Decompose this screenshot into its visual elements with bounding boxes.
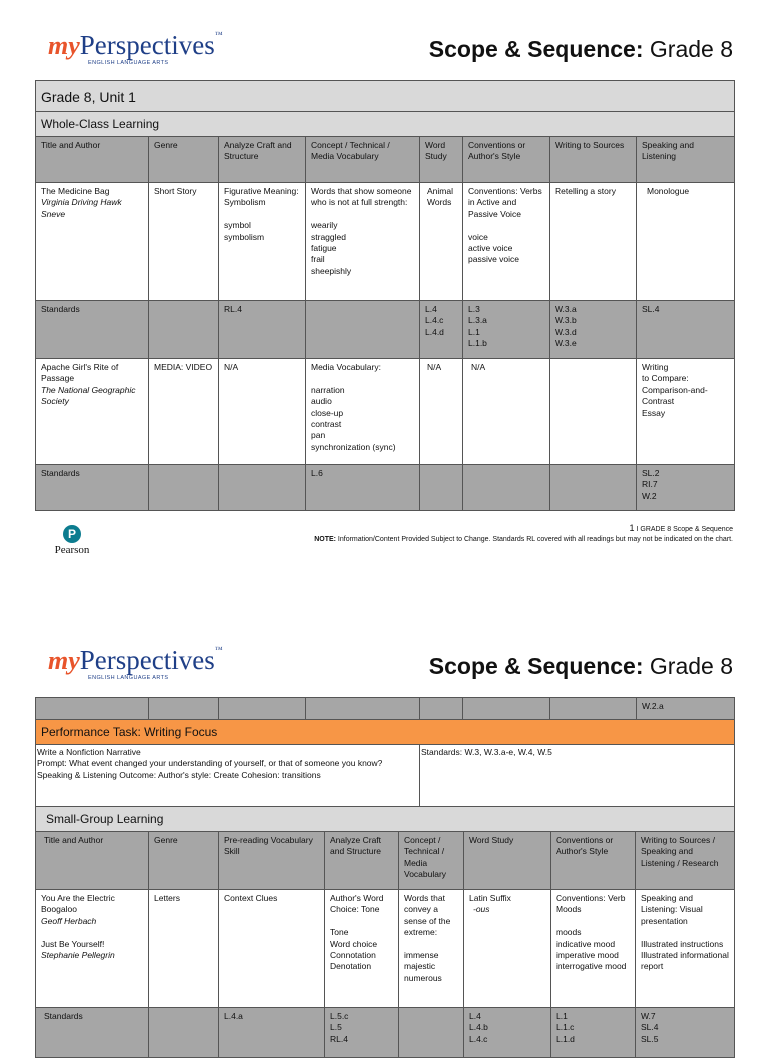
unit-table [35, 80, 735, 511]
selection-title: Just Be Yourself! [41, 938, 105, 949]
standards-cell [463, 465, 550, 511]
note-label: NOTE: [314, 536, 336, 543]
conventions-cell: N/A [463, 359, 550, 465]
task-description [36, 745, 420, 807]
standard-code: L.5 [330, 1022, 342, 1033]
title-grade: Grade 8 [649, 653, 733, 679]
standard-code: L.4 [425, 304, 437, 314]
standard-code: L.1.d [556, 1033, 575, 1044]
standards-cell [149, 465, 219, 511]
selection-author: Stephanie Pellegrin [41, 950, 115, 961]
word-study-line: Latin Suffix [469, 893, 511, 903]
vocab-line: narration [311, 384, 345, 395]
vocab-line: close-up [311, 407, 344, 418]
writing-line: Illustrated instructions [641, 938, 724, 949]
header-cell: Analyze Craft and Structure [219, 137, 306, 183]
standard-code: L.4 [469, 1011, 481, 1021]
standard-code: W.3.a [555, 304, 577, 314]
standard-code: W.3.d [555, 326, 577, 337]
header-cell: Analyze Craft and Structure [325, 832, 399, 890]
vocab-cell [306, 183, 420, 301]
standard-code: L.4.b [469, 1022, 488, 1033]
standards-row [36, 301, 735, 359]
standards-cell [420, 301, 463, 359]
vocab-line: synchronization (sync) [311, 441, 396, 452]
standards-cell: RL.4 [219, 301, 306, 359]
task-standards: Standards: W.3, W.3.a-e, W.4, W.5 [420, 745, 735, 807]
writing-cell [550, 359, 637, 465]
page-info [314, 523, 733, 545]
unit-title: Grade 8, Unit 1 [36, 81, 735, 112]
craft-line: Author's Word Choice: Tone [330, 893, 384, 915]
selection-author: The National Geographic Society [41, 384, 136, 407]
header-cell: Genre [149, 137, 219, 183]
standard-code: L.3 [468, 304, 480, 314]
title-bold: Scope & Sequence: [428, 653, 644, 679]
vocab-line: sheepishly [311, 265, 352, 276]
performance-task-row [36, 720, 735, 745]
page-title [429, 653, 733, 680]
craft-line: Symbolism [224, 197, 266, 208]
table-row [36, 890, 735, 1008]
header-cell: Writing to Sources [550, 137, 637, 183]
writing-line: Speaking and Listening: Visual presentation [641, 893, 703, 926]
vocab-line: Words that convey a sense of the extreme: [404, 893, 451, 938]
task-line: Write a Nonfiction Narrative [37, 747, 141, 757]
note-text: Information/Content Provided Subject to Change. Standards RL covered with all readings but may not be indicated on the chart. [335, 536, 733, 543]
craft-line: Connotation [330, 950, 376, 961]
selection-title: The Medicine Bag [41, 186, 110, 196]
selection-author: Virginia Driving Hawk Sneve [41, 197, 122, 219]
craft-cell [219, 183, 306, 301]
standards-cell [463, 301, 550, 359]
standards-cell [399, 1008, 464, 1058]
page-header-1 [0, 0, 768, 80]
header-cell: Writing to Sources / Speaking and Listening / Research [636, 832, 735, 890]
vocab-line: majestic [404, 961, 436, 972]
standard-code: L.1.c [556, 1022, 575, 1033]
vocab-line: pan [311, 430, 326, 441]
title-grade: Grade 8 [649, 36, 733, 62]
conventions-line: active voice [468, 243, 513, 254]
standard-code: SL.4 [641, 1022, 659, 1033]
craft-line: symbol [224, 220, 251, 231]
header-cell: Title and Author [36, 137, 149, 183]
standard-code: W.7 [641, 1011, 656, 1021]
vocab-cell [306, 359, 420, 465]
header-cell: Conventions or Author's Style [551, 832, 636, 890]
genre-cell: MEDIA: VIDEO [149, 359, 219, 465]
speaking-line: Essay [642, 407, 666, 418]
task-description-row [36, 745, 735, 807]
selection-author: Geoff Herbach [41, 915, 97, 926]
header-cell: Speaking and Listening [637, 137, 735, 183]
header-cell: Genre [149, 832, 219, 890]
page-header-2 [0, 623, 768, 703]
vocab-line [311, 209, 414, 220]
page-number: 1 [629, 523, 635, 533]
conventions-line: Conventions: Verbs in Active and Passive Voice [468, 186, 542, 219]
word-study-cell [464, 890, 551, 1008]
myperspectives-logo [48, 30, 223, 66]
standards-cell [637, 465, 735, 511]
unit-title-row [36, 81, 735, 112]
logo-perspectives: Perspectives [79, 30, 215, 60]
table-row [36, 359, 735, 465]
standard-code: L.5.c [330, 1011, 349, 1021]
page-title [429, 36, 733, 63]
conventions-line: interrogative mood [556, 961, 627, 972]
standard-code: L.1 [556, 1011, 568, 1021]
page-footer-1 [0, 511, 768, 571]
word-study-cell: N/A [420, 359, 463, 465]
title-author-cell [36, 183, 149, 301]
standards-row [36, 465, 735, 511]
vocab-line [311, 373, 414, 384]
standard-code: RI.7 [642, 479, 658, 490]
speaking-line: to Compare: [642, 373, 689, 384]
page-gap [0, 571, 768, 623]
standards-cell [636, 1008, 735, 1058]
standards-cell [464, 1008, 551, 1058]
header-cell: Pre-reading Vocabulary Skill [219, 832, 325, 890]
vocab-line: Media Vocabulary: [311, 362, 381, 372]
header-cell: Concept / Technical / Media Vocabulary [306, 137, 420, 183]
logo-my: my [48, 646, 80, 675]
table-row [36, 183, 735, 301]
speaking-line: Comparison-and- [642, 384, 708, 395]
craft-line: Figurative Meaning: [224, 186, 299, 196]
standards-label: Standards [36, 1008, 149, 1058]
conventions-line: passive voice [468, 254, 520, 265]
standards-label: Standards [36, 301, 149, 359]
vocab-line: numerous [404, 972, 442, 983]
pearson-logo [48, 525, 96, 556]
standards-cell [149, 1008, 219, 1058]
conventions-line: Conventions: Verb Moods [556, 893, 626, 915]
speaking-line: Writing [642, 362, 669, 372]
performance-task-title: Performance Task: Writing Focus [36, 720, 735, 745]
genre-cell: Short Story [149, 183, 219, 301]
vocab-line: fatigue [311, 243, 337, 254]
standard-code: L.4.c [425, 315, 444, 326]
small-group-table [35, 806, 735, 1058]
conventions-line [468, 220, 544, 231]
conventions-line: voice [468, 231, 488, 242]
standards-cell: L.6 [306, 465, 420, 511]
standards-cell: W.2.a [637, 698, 735, 720]
standards-label: Standards [36, 465, 149, 511]
header-row [36, 137, 735, 183]
vocab-line: frail [311, 254, 325, 265]
craft-line [224, 209, 300, 220]
writing-line: Illustrated informational report [641, 950, 729, 972]
standard-code: L.1.b [468, 338, 487, 349]
vocab-line: audio [311, 396, 332, 407]
header-cell: Word Study [420, 137, 463, 183]
logo-tm: ™ [214, 645, 223, 654]
standards-row [36, 1008, 735, 1058]
title-author-cell [36, 890, 149, 1008]
writing-cell [636, 890, 735, 1008]
craft-cell [325, 890, 399, 1008]
pearson-p-icon: P [63, 525, 81, 543]
myperspectives-logo [48, 645, 223, 681]
standard-code: W.3.e [555, 338, 577, 349]
standards-cell [550, 465, 637, 511]
speaking-line: Contrast [642, 396, 675, 407]
selection-title: You Are the Electric Boogaloo [41, 893, 115, 915]
header-cell: Title and Author [36, 832, 149, 890]
task-line: Prompt: What event changed your understanding of yourself, or that of someone you know? [37, 758, 383, 769]
standards-cell: L.4.a [219, 1008, 325, 1058]
writing-cell: Retelling a story [550, 183, 637, 301]
craft-cell: N/A [219, 359, 306, 465]
standards-cell [306, 301, 420, 359]
logo-subtitle: ENGLISH LANGUAGE ARTS [88, 60, 169, 66]
standard-code: L.4.c [469, 1033, 488, 1044]
logo-tm: ™ [214, 30, 223, 39]
conventions-cell [551, 890, 636, 1008]
standards-cell [550, 301, 637, 359]
standard-code: L.1 [468, 326, 480, 337]
vocab-line: contrast [311, 419, 342, 430]
selection-title: Apache Girl's Rite of Passage [41, 362, 119, 384]
craft-line: symbolism [224, 231, 265, 242]
page-label: I GRADE 8 Scope & Sequence [636, 526, 733, 533]
craft-line: Denotation [330, 961, 372, 972]
standard-code: SL.5 [641, 1033, 659, 1044]
standards-cell [219, 465, 306, 511]
conventions-line [556, 916, 630, 927]
header-cell: Concept / Technical / Media Vocabulary [399, 832, 464, 890]
vocab-line: immense [404, 950, 439, 961]
vocab-line [404, 939, 458, 950]
section-title-row [36, 807, 735, 832]
craft-line: Word choice [330, 938, 378, 949]
word-study-cell: Animal Words [420, 183, 463, 301]
word-study-line: -ous [473, 904, 490, 915]
vocab-cell [399, 890, 464, 1008]
pearson-wordmark: Pearson [54, 544, 90, 556]
standard-code: L.4.d [425, 326, 444, 337]
conventions-line: imperative mood [556, 950, 619, 961]
writing-line [641, 927, 729, 938]
standard-code: SL.2 [642, 468, 660, 478]
conventions-line: indicative mood [556, 938, 616, 949]
section-title: Small-Group Learning [36, 807, 735, 832]
standard-code: W.3.b [555, 315, 577, 326]
section-title-row [36, 112, 735, 137]
standards-cell [325, 1008, 399, 1058]
speaking-cell: Monologue [637, 183, 735, 301]
standard-code: L.3.a [468, 315, 487, 326]
craft-line [330, 916, 393, 927]
header-cell: Word Study [464, 832, 551, 890]
genre-cell: Letters [149, 890, 219, 1008]
logo-perspectives: Perspectives [79, 645, 215, 675]
continued-table [35, 697, 735, 807]
craft-line: Tone [330, 927, 349, 938]
standards-cell [420, 465, 463, 511]
logo-subtitle: ENGLISH LANGUAGE ARTS [88, 675, 169, 681]
title-author-cell [36, 359, 149, 465]
standards-cell: SL.4 [637, 301, 735, 359]
prereading-cell: Context Clues [219, 890, 325, 1008]
header-row [36, 832, 735, 890]
title-bold: Scope & Sequence: [428, 36, 644, 62]
speaking-cell [637, 359, 735, 465]
conventions-cell [463, 183, 550, 301]
section-title: Whole-Class Learning [36, 112, 735, 137]
standards-cell [551, 1008, 636, 1058]
standard-code: RL.4 [330, 1033, 348, 1044]
task-line: Speaking & Listening Outcome: Author's style: Create Cohesion: transitions [37, 769, 321, 780]
vocab-line: straggled [311, 231, 346, 242]
conventions-line: moods [556, 927, 582, 938]
vocab-line: Words that show someone who is not at full strength: [311, 186, 412, 208]
logo-my: my [48, 31, 80, 60]
vocab-line: wearily [311, 220, 338, 231]
standard-code: W.2 [642, 490, 657, 501]
standards-cell [149, 301, 219, 359]
header-cell: Conventions or Author's Style [463, 137, 550, 183]
